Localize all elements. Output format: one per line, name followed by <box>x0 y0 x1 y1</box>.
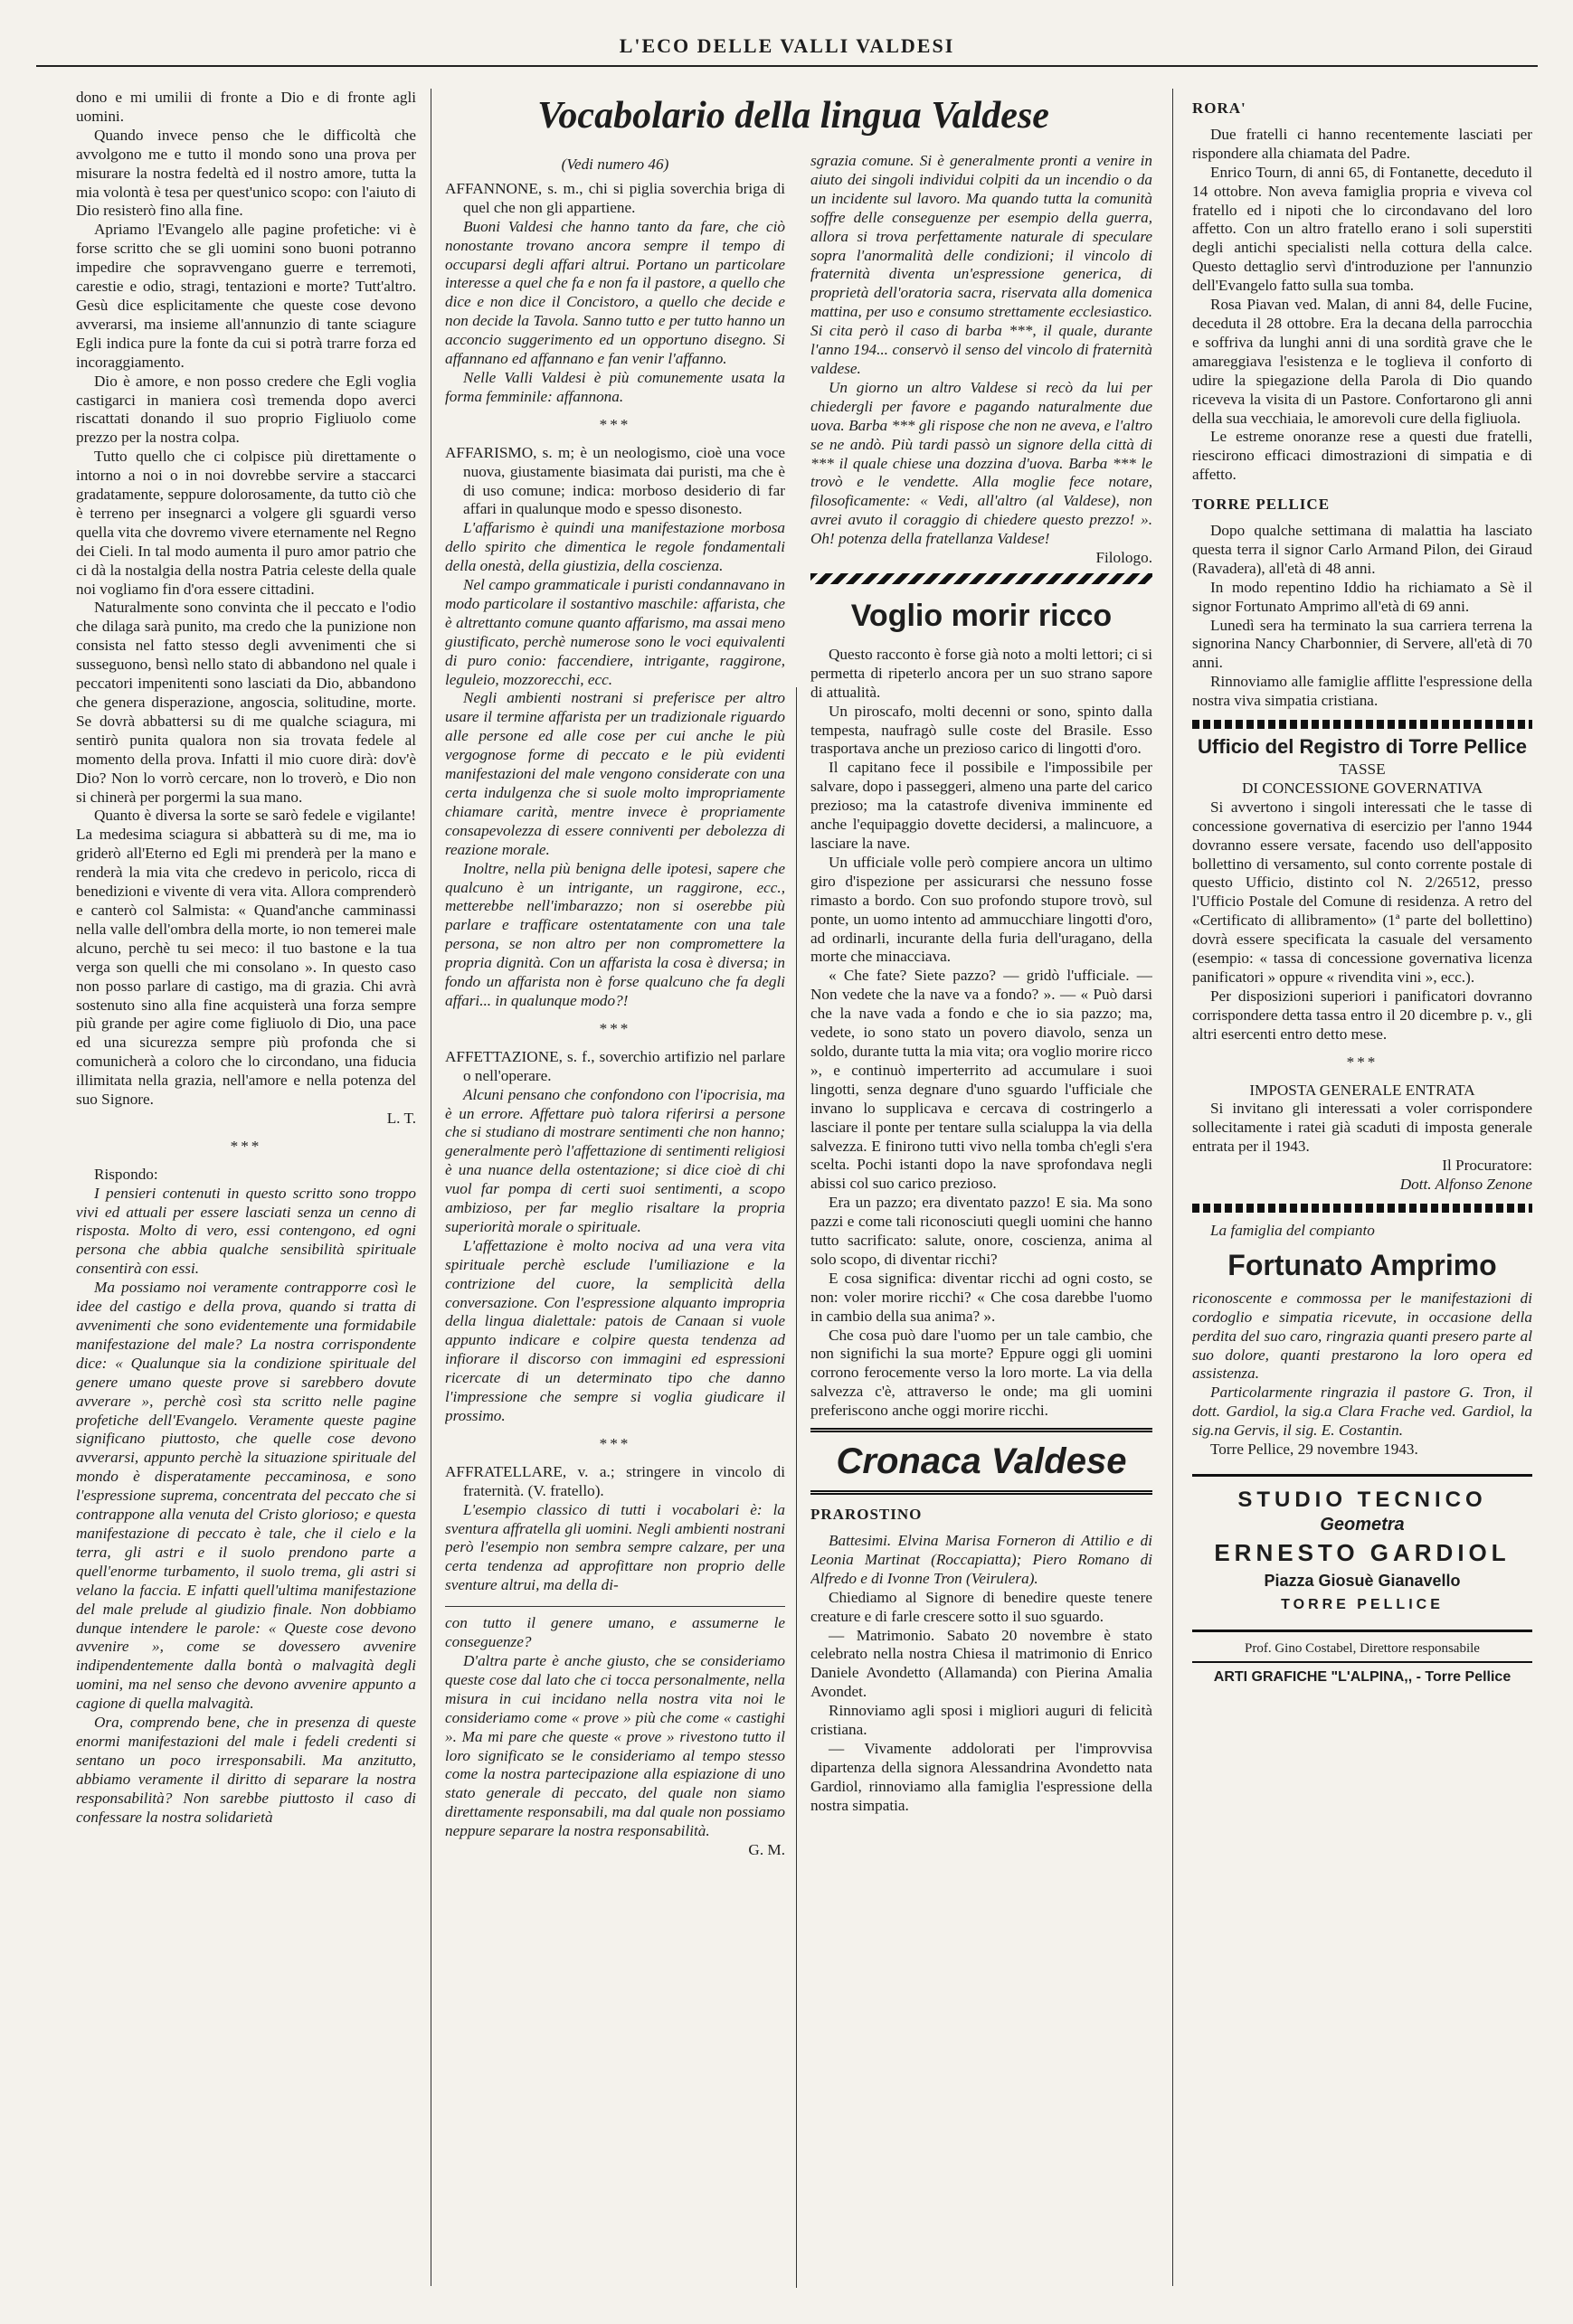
paragraph: — Vivamente addolorati per l'improvvisa dipartenza della signora Alessandrina Avondetto nata Gardiol, rinnoviamo alla famiglia l'espressione della nostra simpatia. <box>810 1739 1152 1814</box>
ad-line: TORRE PELLICE <box>1281 1596 1444 1612</box>
signature: G. M. <box>748 1841 785 1859</box>
vocabolario-body <box>445 152 785 2295</box>
paragraph: con tutto il genere umano, e assumerne le conseguenze? <box>445 1614 785 1651</box>
paragraph: Lunedì sera ha terminato la sua carriera terrena la signorina Nancy Charbonnier, di Servere, all'età di 70 anni. <box>1192 616 1532 672</box>
paragraph: Torre Pellice, 29 novembre 1943. <box>1210 1441 1418 1459</box>
paragraph: Apriamo l'Evangelo alle pagine profetiche: vi è forse scritto che se gli uomini sono buoni potranno impedire che sopravvengano guerre e terremoti, carestie e odio, stragi, tentazioni e morte? Tutt'altro. Gesù dice esplicitamente che queste cose devono avverarsi, ma insieme all'annunzio di tante sciagure Egli indica pure la fonte da cui si potrà trarre forza ed incoraggiamento. <box>76 221 416 371</box>
paragraph: Un giorno un altro Valdese si recò da lui per chiedergli per favore e pagando naturalmente due uova. Barba *** gli rispose che non ne aveva, e l'altro se ne andò. Più tardi passò un signore della città di *** il quale chiese una dozzina d'uova. Barba *** le trovò e le vendette. Alla moglie fece notare, filosoficamente: « Vedi, all'altro (al Valdese), non avrei avuto il coraggio di chiedere questo prezzo! ». Oh! potenza della fratellanza Valdese! <box>810 378 1152 548</box>
paragraph: La famiglia del compianto <box>1210 1221 1375 1239</box>
paragraph: Rosa Piavan ved. Malan, di anni 84, delle Fucine, deceduta il 28 ottobre. Era la decana della parrocchia e soffriva da lunghi anni di una sordità grave che le amareggiava l'esistenza e le toglieva il conforto di udire la spiegazione della Parola di Dio quando riceveva la visita di un Pastore. Confortarono gli anni della sua vecchiaia, le amorevoli cure della figliuola. <box>1192 296 1532 427</box>
paragraph: riconoscente e commossa per le manifestazioni di cordoglio e simpatia ricevute, in occasione della perdita del suo caro, ringrazia quanti presero parte al suo dolore, quanti prestarono la loro opera ed assistenza. <box>1192 1289 1532 1383</box>
paragraph: Che cosa può dare l'uomo per un tale cambio, che non significhi la sua morte? Eppure oggi gli uomini corrono ferocemente verso la loro morte. La via della salvezza c'è, attraverso le onde; ma gli uomini preferiscono anche oggi morire ricchi. <box>810 1326 1152 1420</box>
column-3 <box>810 152 1152 2295</box>
location-heading: RORA' <box>1192 99 1246 117</box>
paragraph: Buoni Valdesi che hanno tanto da fare, che ciò nonostante trovano ancora sempre il tempo di occuparsi degli affari altrui. Portano un particolare interesse a quel che fa e non fa il pastore, a quello che dice e non dice il Concistoro, a quello che decide e non decide la Tavola. Sanno tutto e per tutto hanno un acconcio suggerimento ed un opportuno disegno. Si affannano ed affannano e fan venir l'affanno. <box>445 217 785 368</box>
separator-stars: *** <box>230 1137 262 1155</box>
paragraph: Naturalmente sono convinta che il peccato e l'odio che dilaga sarà punito, ma credo che la punizione non consista nel fatto stesso degli avvenimenti che si susseguono, bensì nello stato di abbandono nel quale i peccatori impenitenti sono lasciati da Dio, abbandono che genera disperazione, angoscia, solitudine, morte. Se dovrà abbattersi su di me qualche sciagura, mi sentirò punita qualora non sia trovata fedele al momento della prova. Infatti il mio cuore dirà: dov'è Dio? Non lo vorrò cercare, non lo troverò, e Dio non si chinerà per porgermi la sua mano. <box>76 599 416 806</box>
separator-stars: *** <box>599 1434 631 1452</box>
divider <box>445 1606 785 1607</box>
paragraph: Era un pazzo; era diventato pazzo! E sia. Ma sono pazzi e come tali riconosciuti quegli uomini che hanno tutto sacrificato: salute, onore, coscienza, anima al solo scopo, di diventar ricchi? <box>810 1194 1152 1268</box>
paragraph: « Che fate? Siete pazzo? — gridò l'ufficiale. — Non vedete che la nave va a fondo? ». — « Può darsi che la nave vada a fondo e che io sia pazzo; ma, vedete, io sono stato un povero diavolo, senza un soldo, durante tutta la mia vita; ora voglio morire ricco », e continuò imperterrito ad accumulare i suoi lingotti, senza degnare d'uno sguardo l'ufficiale che invano lo supplicava e cercava di costringerlo a lasciare il ponte per tentare sulla scialuppa la via della salvezza. E finirono tutti vivo nella tomba ch'egli s'era scelta. Pochi istanti dopo la nave sprofondava negli abissi col suo carico prezioso. <box>810 967 1152 1193</box>
vocab-entry: AFFETTAZIONE, s. f., soverchio artifizio nel parlare o nell'operare. <box>445 1047 785 1084</box>
paragraph: D'altra parte è anche giusto, che se consideriamo queste cose dal lato che ci tocca personalmente, nella misura in cui incidano nella nostra vita noi le consideriamo come « prove » più che come « castighi ». Ma mi pare che queste « prove » rivestono tutto il loro significato se le consideriamo al tempo stesso come la nostra partecipazione alla espiazione di uno stato generale di peccato, del quale non siamo direttamente responsabili, ma dal quale non possiamo neppure separare la nostra responsabilità. <box>445 1651 785 1840</box>
column-rule <box>796 687 797 2288</box>
paragraph: Tutto quello che ci colpisce più direttamente o intorno a noi o in noi dovrebbe servire a staccarci gradatamente, seppure dolorosamente, da tutto ciò che è terreno per insegnarci a volgere gli sguardi verso quella vita che dovremo vivere eternamente nel Regno dei Cieli. In tal modo aumenta il puro amor patrio che ci dà la nostalgia della nostra Patria celeste della quale noi vogliamo fin d'ora essere cittadini. <box>76 448 416 598</box>
ad-line: Piazza Giosuè Gianavello <box>1264 1571 1461 1590</box>
paragraph: E cosa significa: diventar ricchi ad ogni costo, se non: voler morire ricchi? « Che cosa darebbe l'uomo in cambio della sua anima? ». <box>810 1269 1152 1325</box>
signature: Filologo. <box>1095 549 1152 567</box>
notice-subtitle: IMPOSTA GENERALE ENTRATA <box>1249 1081 1475 1099</box>
newspaper-title: L'ECO DELLE VALLI VALDESI <box>619 34 955 57</box>
paragraph: Un ufficiale volle però compiere ancora un ultimo giro d'ispezione per assicurarsi che nessuno fosse rimasto a bordo. Con suo profondo stupore trovò, sul ponte, un uomo intento ad ammucchiare lingotti d'oro, ad ordinarli, incurante della furia dell'uragano, della morte che minacciava. <box>810 853 1152 966</box>
column-4 <box>1192 89 1532 2295</box>
separator-stars: *** <box>1346 1053 1379 1071</box>
paragraph: Ora, comprendo bene, che in presenza di queste enormi manifestazioni del male i fedeli credenti si sentano un poco irresponsabili. Ma anzitutto, abbiamo veramente il diritto di separare la nostra responsabilità? Non sarebbe piuttosto il caso di confessare la nostra solidarietà <box>76 1714 416 1826</box>
ad-line: STUDIO TECNICO <box>1237 1488 1487 1512</box>
paragraph: Chiediamo al Signore di benedire queste tenere creature e di farle crescere sotto il suo sguardo. <box>810 1588 1152 1625</box>
ad-line: ERNESTO GARDIOL <box>1214 1538 1511 1566</box>
signature: L. T. <box>386 1109 416 1127</box>
paragraph: Le estreme onoranze rese a questi due fratelli, riescirono efficaci dimostrazioni di simpatia e di affetto. <box>1192 428 1532 484</box>
paragraph: dono e mi umilii di fronte a Dio e di fronte agli uomini. <box>76 89 416 125</box>
paragraph: Dio è amore, e non posso credere che Egli voglia castigarci in maniera così tremenda dopo averci riscattati donando il suo proprio Figliuolo come prezzo per la nostra colpa. <box>76 372 416 447</box>
paragraph: Dopo qualche settimana di malattia ha lasciato questa terra il signor Carlo Armand Pilon, dei Giraud (Ravadera), all'età di 48 anni. <box>1192 522 1532 577</box>
paragraph: In modo repentino Iddio ha richiamato a Sè il signor Fortunato Amprimo all'età di 69 anni. <box>1192 578 1532 615</box>
paragraph: Quanto è diversa la sorte se sarò fedele e vigilante! La medesima sciagura si abbatterà su di me, ma io griderò all'Eterno ed Egli mi prenderà per la mano e renderà la mia vita che credevo in pericolo, ricca di benedizioni e vivente di vera vita. Allora comprenderò e canterò col Salmista: « Quand'anche camminassi nella valle dell'ombra della morte, io non temerei male alcuno, perchè tu sei meco: il tuo bastone e la tua verga son quelli che mi consolano ». In questo caso non posso parlare di castigo, ma di grazia. Chi avrà sostenuto sino alla fine acquisterà una forza sempre più grande per agire come figliuolo di Dio, una pace ed una sicurezza sempre più profonda che si comunicherà a coloro che lo circondano, una fiducia illimitata nella grazia, nell'amore e nella potenza del suo Signore. <box>76 807 416 1109</box>
editor-credit: Prof. Gino Costabel, Direttore responsabile <box>1245 1640 1480 1656</box>
notice-title: Ufficio del Registro di Torre Pellice <box>1198 735 1527 759</box>
vocab-entry: AFFARISMO, s. m; è un neologismo, cioè una voce nuova, giustamente biasimata dai puristi, ma che è di uso comune; indica: morboso desiderio di far affari in qualunque modo e spesso disonesto. <box>445 443 785 518</box>
column-1 <box>76 89 416 2277</box>
vocab-entry: AFFANNONE, s. m., chi si piglia soverchia briga di quel che non gli appartiene. <box>445 179 785 216</box>
paragraph: Per disposizioni superiori i panificatori dovranno corrispondere detta tassa entro il 20 dicembre p. v., gli altri esercenti entro detto mese. <box>1192 987 1532 1043</box>
paragraph: sgrazia comune. Si è generalmente pronti a venire in aiuto dei singoli individui colpiti da un incendio o da un incidente sul lavoro. Ma quando tutta la comunità soffre delle conseguenze per esempio della guerra, allora si trova perfettamente naturale di speculare sopra l'anormalità delle condizioni; il vincolo di fraternità diventa un'espressione generica, di proprietà dell'oratoria sacra, riservata alla domenica mattina, per uso e consumo strettamente ecclesiastico. Si cita però il caso di barba ***, il quale, durante l'anno 194... conservò il senso del vincolo di fraternità valdese. <box>810 152 1152 377</box>
article-title: Voglio morir ricco <box>850 598 1113 633</box>
signature-role: Il Procuratore: <box>1442 1157 1532 1175</box>
paragraph: Ma possiamo noi veramente contrapporre così le idee del castigo e della prova, quando si tratta di avvenimenti che sono evidentemente una formidabile manifestazione del male? La nostra corrispondente dice: « Qualunque sia la condizione spirituale del genere umano queste prove si sarebbero dovute avverare », perchè così sta scritto nelle pagine profetiche dell'Evangelo. Veramente queste pagine significano piuttosto, che quelle cose devono avverarsi, appunto perchè la situazione spirituale del mondo è disperatamente peccaminosa, e sono l'espressione suprema, concentrata del peccato che si contrappone alla venuta del Cristo glorioso; e questa manifestazione di peccato è tale, che il cielo e la terra, gli astri e il suolo prendono parte a quell'enorme turbamento, il suolo trema, gli astri si velano la faccia. E infatti quell'ultima manifestazione del male prelude al giudizio finale. Non dobbiamo dunque intendere le parole: « Queste cose devono avvenire », come se dovessero avvenire indipendentemente dalla bontà o malvagità degli uomini, ma nel senso che devono avvenire appunto a cagione di quella malvagità. <box>76 1279 416 1713</box>
paragraph: L'affettazione è molto nociva ad una vera vita spirituale perchè esclude l'umiliazione e la contrizione del cuore, la semplicità della conversazione. Con l'espressione alquanto impropria della lingua dialettale: patois de Canaan si vuole appunto indicare e colpire questa tendenza ad infiorare il discorso con immagini ed espressioni ricercate di un determinato tipo che danno l'impressione che sempre si voglia giudicare il prossimo. <box>445 1236 785 1424</box>
paragraph: Negli ambienti nostrani si preferisce per altro usare il termine affarista per un tradizionale riguardo alle persone ed alle cose per cui anche le più vergognose forme di peccato e le più evidenti manifestazioni del male vengono considerate con una certa indulgenza che si suole molto impropriamente chiamare carità, mentre invece è propriamente consapevolezza di essere conniventi per debolezza di reazione morale. <box>445 689 785 858</box>
paragraph: Inoltre, nella più benigna delle ipotesi, sapere che qualcuno è un intrigante, un raggirone, ecc., metterebbe nell'imbarazzo; non si oserebbe più parlare e trafficare ostentatamente con una tale persona, se non altro per non compromettere la propria dignità. Con un affarista la cosa è diversa; in fondo un affarista non è forse qualcuno che fa degli affari... in qualunque modo?! <box>445 859 785 1009</box>
paragraph: Si invitano gli interessati a voler corrispondere sollecitamente i ratei già scaduti di imposta generale entrata per il 1943. <box>1192 1100 1532 1156</box>
paragraph: Un piroscafo, molti decenni or sono, spinto dalla tempesta, naufragò sulle coste del Brasile. Esso trasportava anche un prezioso carico di lingotti d'oro. <box>810 702 1152 758</box>
paragraph: Rinnoviamo alle famiglie afflitte l'espressione della nostra viva simpatia cristiana. <box>1192 673 1532 710</box>
paragraph: Nel campo grammaticale i puristi condannavano in modo particolare il sostantivo maschile: affarista, che è altrettanto comune quanto affarismo, ma assai meno giustificato, perchè numerose sono le voci equivalenti di puro conio: faccendiere, intrigante, raggirone, leguleio, mozzorecchi, ecc. <box>445 576 785 688</box>
reply-intro: Rispondo: <box>94 1165 158 1183</box>
subtitle: (Vedi numero 46) <box>561 156 669 173</box>
notice-subtitle: DI CONCESSIONE GOVERNATIVA <box>1241 779 1483 797</box>
paragraph: Particolarmente ringrazia il pastore G. Tron, il dott. Gardiol, la sig.a Clara Frache ved. Gardiol, la sig.na Gervis, il sig. E. Costantin. <box>1192 1384 1532 1440</box>
paragraph: — Matrimonio. Sabato 20 novembre è stato celebrato nella nostra Chiesa il matrimonio di Enrico Daniele Avondetto (Allamanda) con Pierina Amalia Avondet. <box>810 1626 1152 1701</box>
paragraph: Il capitano fece il possibile e l'impossibile per salvare, dopo i passeggeri, almeno una parte del carico prezioso; ma la catastrofe diveniva imminente ed anche l'equipaggio dovette decidersi, a malincuore, a lasciare la nave. <box>810 759 1152 852</box>
ornamental-border <box>810 573 1152 584</box>
paragraph: Quando invece penso che le difficoltà che avvolgono me e tutto il mondo sono una prova per misurare la nostra fedeltà ed il nostro amore, tutta la mia volontà è tesa per quest'unico scopo: con l'aiuto di Dio resisterò fino alla fine. <box>76 126 416 220</box>
location-heading: TORRE PELLICE <box>1192 496 1331 514</box>
paragraph: Battesimi. Elvina Marisa Forneron di Attilio e di Leonia Martinat (Roccapiatta); Piero Romano di Alfredo e di Ivonne Tron (Veirulera). <box>810 1532 1152 1587</box>
column-rule <box>1172 89 1173 2286</box>
separator-stars: *** <box>599 1019 631 1037</box>
paragraph: Due fratelli ci hanno recentemente lasciati per rispondere alla chiamata del Padre. <box>1192 125 1532 162</box>
vocab-entry: AFFRATELLARE, v. a.; stringere in vincolo di fraternità. (V. fratello). <box>445 1462 785 1499</box>
ad-line: Geometra <box>1320 1514 1405 1535</box>
page-header <box>36 29 1538 67</box>
paragraph: Alcuni pensano che confondono con l'ipocrisia, ma è un errore. Affettare può talora riferirsi a persone che si studiano di mostrare sentimenti che non hanno; generalmente però l'affettazione di sentimenti religiosi è una nuance della ostentazione; si dice cioè di chi vuol far pompa di certi suoi sentimenti, a scopo ambizioso, per far meglio risaltare la propria superiorità morale o spirituale. <box>445 1085 785 1235</box>
paragraph: Nelle Valli Valdesi è più comunemente usata la forma femminile: affannona. <box>445 368 785 405</box>
signature: Dott. Alfonso Zenone <box>1399 1176 1532 1194</box>
notice-subtitle: TASSE <box>1339 760 1386 778</box>
paragraph: Questo racconto è forse già noto a molti lettori; ci si permetta di ripeterlo ancora per un suo strano sapore di attualità. <box>810 645 1152 701</box>
paragraph: Enrico Tourn, di anni 65, di Fontanette, deceduto il 14 ottobre. Non aveva famiglia propria e viveva col fratello ed i nipoti che lo circondavano del loro affetto. Con un altro fratello erano i soli superstiti degli antichi specialisti nella cottura della calce. Questo dettaglio servì d'introduzione per l'annunzio dell'Evangelo fatto sulla sua tomba. <box>1192 163 1532 295</box>
notice-name: Fortunato Amprimo <box>1227 1248 1497 1281</box>
advertisement <box>1192 1474 1532 1632</box>
article-title: Vocabolario della lingua Valdese <box>537 95 1049 137</box>
paragraph: L'affarismo è quindi una manifestazione morbosa dello spirito che dimentica le regole fondamentali della onestà, della giustizia, della coscienza. <box>445 519 785 575</box>
paragraph: L'esempio classico di tutti i vocabolari è: la sventura affratella gli uomini. Negli ambienti nostrani però l'esempio non sembra sempre calzare, per una certa tendenza ad approfittare non proprio delle sventure altrui, ma della di- <box>445 1500 785 1594</box>
printer-credit: ARTI GRAFICHE "L'ALPINA,, - Torre Pellice <box>1192 1661 1532 1687</box>
separator-stars: *** <box>599 415 631 433</box>
location-heading: PRAROSTINO <box>810 1506 923 1524</box>
section-title: Cronaca Valdese <box>810 1428 1152 1495</box>
ornamental-border <box>1192 1204 1532 1213</box>
paragraph: I pensieri contenuti in questo scritto sono troppo vivi ed attuali per essere lasciati senza un cenno di risposta. Molto di vero, essi contengono, ed ogni persona che abbia qualche sensibilità spirituale consentirà con essi. <box>76 1184 416 1278</box>
paragraph: Rinnoviamo agli sposi i migliori auguri di felicità cristiana. <box>810 1702 1152 1739</box>
paragraph: Si avvertono i singoli interessati che le tasse di concessione governativa di esercizio per l'anno 1944 dovranno essere versate, facendo uso dell'apposito bollettino di versamento, sul conto corrente postale di questo Ufficio, distinto col N. 2/26512, presso l'Ufficio Postale del Comune di residenza. A retro del «Certificato di allibramento» (1ª parte del bollettino) dovrà essere specificata la casuale del versamento (esempio: « tassa di concessione governativa licenza panificatori » oppure « rivendita vini », ecc.). <box>1192 798 1532 986</box>
ornamental-border <box>1192 720 1532 729</box>
